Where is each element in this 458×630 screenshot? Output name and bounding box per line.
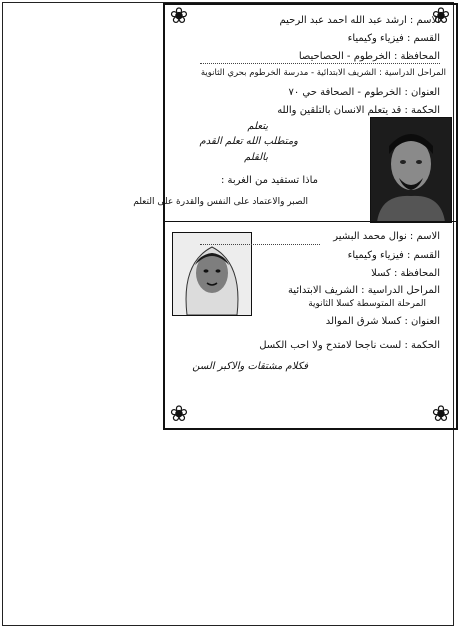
writing-guide: [200, 244, 320, 245]
profile1-photo: [370, 117, 452, 223]
profile-divider: [163, 221, 458, 222]
profile1-quote: الحكمة : قد يتعلم الانسان بالتلقين والله: [277, 105, 440, 116]
profile2-name: الاسم : نوال محمد البشير: [333, 231, 440, 242]
portrait-male-icon: [371, 118, 451, 222]
profile1-province: المحافظة : الخرطوم - الحصاحيصا: [298, 51, 440, 62]
profile2-quote: الحكمة : لست ناجحا لامتدح ولا احب الكسل: [259, 340, 440, 351]
profile1-name: الاسم : ارشد عبد الله احمد عبد الرحيم: [279, 15, 440, 26]
profile1-quote-line4: بالقلم: [244, 152, 268, 163]
profile1-department: القسم : فيزياء وكيمياء: [347, 33, 440, 44]
profile2-department: القسم : فيزياء وكيمياء: [347, 250, 440, 261]
floral-corner-icon: ❀: [431, 4, 451, 29]
floral-corner-icon: ❀: [169, 4, 189, 29]
writing-guide: [200, 63, 440, 64]
profile2-education: المراحل الدراسية : الشريف الابتدائية: [287, 285, 440, 296]
profile2-education-line2: المرحلة المتوسطة كسلا الثانوية: [308, 299, 426, 309]
profile1-quote-line2: يتعلم: [247, 121, 268, 132]
profile2-address: العنوان : كسلا شرق الموالد: [325, 316, 440, 327]
profile1-question: ماذا تستفيد من الغربة :: [220, 175, 318, 186]
profile1-address: العنوان : الخرطوم - الصحافة حي ٧٠: [288, 87, 440, 98]
profile2-quote-line2: فكلام مشتقات والاكبر السن: [192, 361, 308, 372]
profile2-province: المحافظة : كسلا: [371, 268, 440, 279]
floral-corner-icon: ❀: [431, 402, 451, 427]
profile1-quote-line3: ومتطلب الله تعلم القدم: [199, 136, 298, 147]
floral-corner-icon: ❀: [169, 402, 189, 427]
profile1-education: المراحل الدراسية : الشريف الابتدائية - مدرسة الخرطوم بحري الثانوية: [200, 68, 446, 78]
portrait-female-icon: [173, 233, 251, 315]
profile1-answer: الصبر والاعتماد على النفس والقدرة على التعلم: [133, 197, 308, 207]
